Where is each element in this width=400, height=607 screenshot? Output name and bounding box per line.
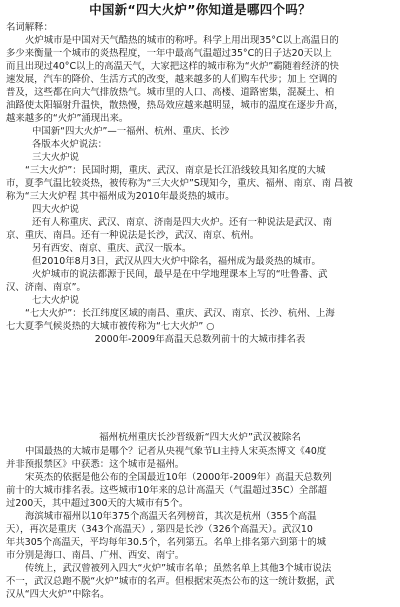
text-line: 中国最热的大城市是哪个？记者从央视气象节LI主持人宋英杰博文《40度	[25, 446, 327, 457]
text-line: 速发展，汽车的降价、生活方式的改变，越来越多的人们购车代步；加上 空调的	[6, 74, 338, 85]
section-heading: 四大火炉说	[32, 204, 79, 215]
text-line: 天），再次是重庆（343个高温天）, 第四是长沙（326个高温天）。武汉10	[6, 524, 313, 535]
text-line: 宋英杰的依据是他公布的全国最近10年（2000年-2009年）高温天总数列	[25, 472, 332, 483]
text-line: 还有人称重庆、武汉、南京、济南是四大火炉。还有一种说法是武汉、南	[32, 217, 333, 228]
text-line: 名词解释：	[6, 22, 53, 33]
text-line: 火炉城市的说法都源于民间，最早是在中学地理课本上写的“吐鲁番、武	[32, 269, 328, 280]
text-line: “七大火炉”：长江纬度区域的南昌、重庆、武汉、南京、长沙、杭州、上海	[25, 308, 335, 319]
section-heading: 三大火炉说	[32, 152, 79, 163]
text-line: 中国新“四大火炉”—一福州、杭州、重庆、长沙	[32, 126, 230, 137]
text-line: 年共305个高温天，平均每年30.5个，名列第五。名单上排名第六到第十的城	[6, 537, 327, 548]
text-line: 七大夏季气候炎热的大城市被传称为“七大火炉” ○	[6, 321, 215, 332]
text-line: 火炉城市是中国对天气酷热的城市的称呼。科学上用出现35°C以上高温日的	[25, 35, 339, 46]
text-line: “三大火炉”：民国时期，重庆、武汉、南京是长江沿线较具知名度的大城	[25, 165, 326, 176]
text-line: 市，夏季气温比较炎热，被传称为“三大火炉”S现知今，重庆、福州、南京、南 昌被	[6, 178, 353, 189]
text-line: 汉、济南、南京”。	[6, 282, 86, 293]
text-line: 并非预报禁区》中获悉：这个城市是福州。	[6, 459, 185, 470]
text-line: 各版本火炉说法：	[32, 139, 108, 150]
page-title: 中国新“四大火炉”你知道是哪四个吗？	[89, 2, 311, 17]
text-line: 传统上，武汉曾被列入四大“火炉”城市名单；虽然名单上其他3个城市说法	[25, 563, 332, 574]
text-line: 称为“三大火炉程 其中福州成为2010年最炎热的城市。	[6, 191, 235, 202]
text-line: 普及，这些都在向大气排放热气。城市里的人口、高楼、道路密集，混凝土、柏	[6, 87, 335, 98]
text-line: 京、重庆、南昌。还有一种说法是长沙，武汉、南京、杭州。	[6, 230, 260, 241]
text-line: 但2010年8月3日，武汉从四大火炉中除名，福州成为最炎热的城市。	[32, 256, 321, 267]
article-headline: 福州杭州重庆长沙晋级新“四大火炉”武汉被除名	[99, 432, 301, 443]
section-heading: 七大火炉说	[32, 295, 79, 306]
text-line: 另有西安、南京、重庆、武汉一版本。	[32, 243, 192, 254]
text-line: 不一，武汉总跑不脱“火炉”城市的名声。但根据宋英杰公布的这一统计数据，武	[6, 576, 335, 587]
text-line: 而且出现过40°C以上的高温天气，大家把这样的城市称为“火炉”霸随着经济的快	[6, 61, 339, 72]
text-line: 多少来衡量一个城市的炎热程度，一年中最高气温超过35°C的日子达20天以上	[6, 48, 332, 59]
text-line: 海滨城市福州以10年375个高温天名列榜首，其次是杭州（355个高温	[25, 511, 317, 522]
text-line: 油路使太阳辐射升温快，散热慢，热岛效应越来越明显，城市的温度在逐步升高，	[6, 100, 344, 111]
text-line: 汉从“四大火炉”中除名。	[6, 589, 110, 600]
text-line: 市分别是海口、南昌、广州、西安、南宁。	[6, 550, 185, 561]
text-line: 越来越多的“火炉”涌现出来。	[6, 113, 129, 124]
table-caption: 2000年-2009年高温天总数列前十的大城市排名表	[94, 334, 306, 345]
text-line: 前十的大城市排名表。这些城市10年来的总计高温天（气温超过35C）全部超	[6, 485, 328, 496]
text-line: 过200天，其中超过300天的大城市有5个。	[6, 498, 189, 509]
